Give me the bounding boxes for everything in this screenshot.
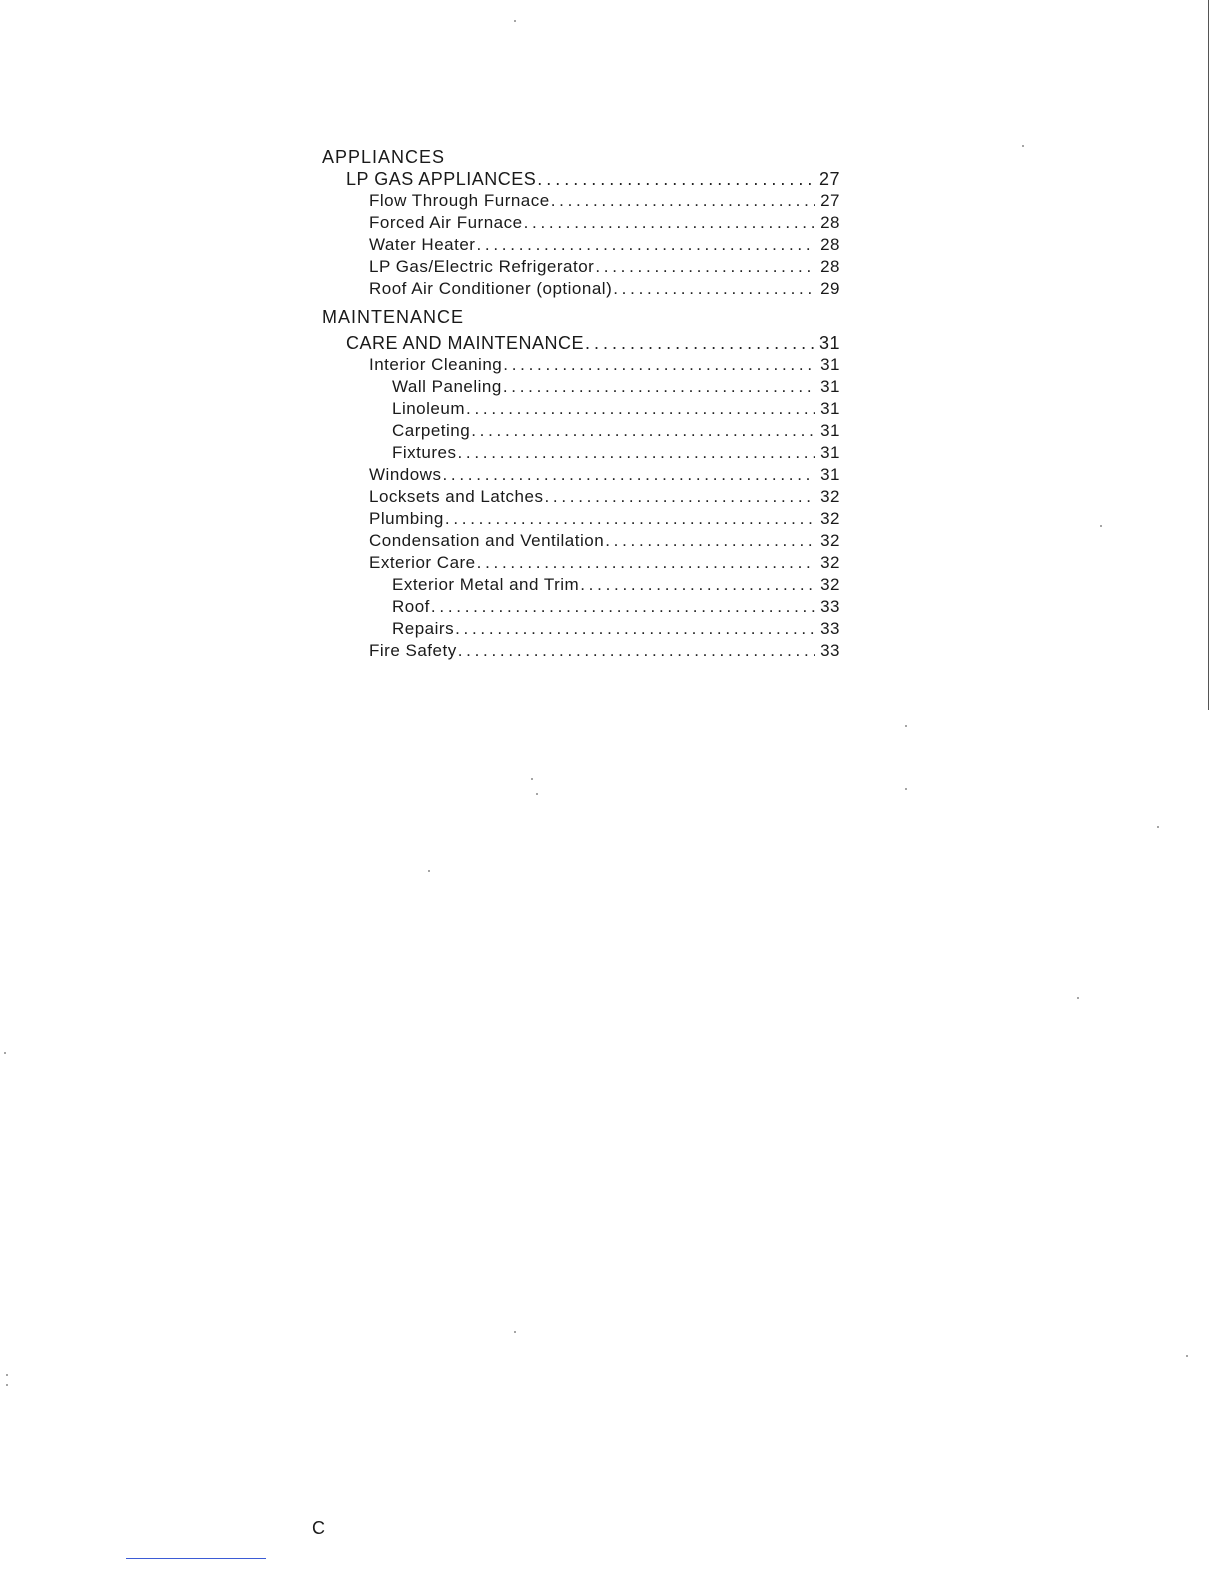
toc-entry (322, 278, 840, 300)
toc-entry-label: Carpeting (392, 421, 471, 440)
toc-entry-page: 28 (820, 235, 840, 254)
toc-entry-page: 33 (820, 641, 840, 660)
toc-entry (322, 530, 840, 552)
dot-leader (524, 212, 815, 234)
toc-entry-label: Interior Cleaning (369, 355, 503, 374)
toc-entry-label: Roof Air Conditioner (optional) (369, 279, 613, 298)
toc-entry (322, 640, 840, 662)
dot-leader (457, 442, 815, 464)
toc-entry-label: Fixtures (392, 443, 457, 462)
toc-entry-label: Roof (392, 597, 430, 616)
toc-entry-label: Wall Paneling (392, 377, 502, 396)
dot-leader (605, 530, 815, 552)
toc-entry-page: 29 (820, 279, 840, 298)
scan-speck (536, 793, 538, 795)
toc-entry-page: 31 (820, 465, 840, 484)
toc-entry-page: 28 (820, 213, 840, 232)
scan-speck (514, 1331, 516, 1333)
toc-entry-page: 33 (820, 597, 840, 616)
toc-entry-label: Flow Through Furnace (369, 191, 550, 210)
dot-leader (466, 398, 815, 420)
dot-leader (595, 256, 815, 278)
toc-entry (322, 574, 840, 596)
scan-speck (514, 20, 516, 22)
toc-entry (322, 420, 840, 442)
toc-entry-page: 31 (820, 355, 840, 374)
toc-entry-label: LP Gas/Electric Refrigerator (369, 257, 595, 276)
toc-entry-label: Repairs (392, 619, 455, 638)
dot-leader (585, 332, 815, 354)
toc-entry-label: Windows (369, 465, 442, 484)
scan-speck (1157, 826, 1159, 828)
page-letter: C (312, 1518, 325, 1538)
toc-entry (322, 168, 840, 190)
toc-entry-label: LP GAS APPLIANCES (346, 169, 537, 189)
toc-entry-label: Condensation and Ventilation (369, 531, 605, 550)
toc-entry-page: 28 (820, 257, 840, 276)
dot-leader (580, 574, 815, 596)
dot-leader (503, 354, 815, 376)
toc-entry-page: 32 (820, 509, 840, 528)
toc-entry-page: 32 (820, 575, 840, 594)
table-of-contents (322, 146, 840, 662)
toc-entry-label: Forced Air Furnace (369, 213, 523, 232)
section-heading-appliances: APPLIANCES (322, 147, 446, 167)
toc-entry (322, 332, 840, 354)
dot-leader (445, 508, 815, 530)
scan-speck (905, 725, 907, 727)
toc-entry-label: CARE AND MAINTENANCE (346, 333, 585, 353)
toc-entry-label: Linoleum (392, 399, 465, 418)
scan-speck (531, 778, 533, 780)
dot-leader (503, 376, 815, 398)
toc-entry-label: Water Heater (369, 235, 476, 254)
toc-entry-label: Fire Safety (369, 641, 457, 660)
toc-entry (322, 212, 840, 234)
toc-entry (322, 354, 840, 376)
dot-leader (551, 190, 815, 212)
dot-leader (471, 420, 815, 442)
dot-leader (458, 640, 815, 662)
toc-entry-page: 32 (820, 553, 840, 572)
toc-entry-label: Locksets and Latches (369, 487, 544, 506)
toc-entry-page: 31 (818, 333, 840, 353)
toc-entry (322, 486, 840, 508)
toc-entry-page: 33 (820, 619, 840, 638)
dot-leader (431, 596, 815, 618)
toc-entry (322, 596, 840, 618)
dot-leader (613, 278, 815, 300)
toc-entry (322, 552, 840, 574)
toc-entry-page: 27 (818, 169, 840, 189)
scan-speck (428, 870, 430, 872)
toc-entry-page: 32 (820, 531, 840, 550)
toc-entry-label: Exterior Care (369, 553, 476, 572)
toc-entry (322, 256, 840, 278)
page-edge-line (1208, 0, 1209, 710)
scan-speck (6, 1384, 8, 1386)
toc-entry (322, 508, 840, 530)
section-heading-maintenance: MAINTENANCE (322, 307, 465, 327)
scan-speck (1022, 145, 1024, 147)
toc-entry (322, 442, 840, 464)
toc-entry (322, 398, 840, 420)
toc-entry-label: Exterior Metal and Trim (392, 575, 580, 594)
toc-entry-page: 27 (820, 191, 840, 210)
toc-entry-page: 32 (820, 487, 840, 506)
scan-speck (1186, 1355, 1188, 1357)
toc-entry (322, 234, 840, 256)
dot-leader (476, 234, 815, 256)
scan-speck (905, 788, 907, 790)
dot-leader (537, 168, 815, 190)
toc-entry (322, 376, 840, 398)
footer-rule (126, 1558, 266, 1559)
toc-entry-page: 31 (820, 399, 840, 418)
toc-entry-page: 31 (820, 421, 840, 440)
toc-entry-page: 31 (820, 443, 840, 462)
dot-leader (442, 464, 815, 486)
toc-entry (322, 464, 840, 486)
toc-entry (322, 190, 840, 212)
scan-speck (1100, 525, 1102, 527)
scan-speck (1077, 997, 1079, 999)
dot-leader (544, 486, 815, 508)
toc-entry-label: Plumbing (369, 509, 444, 528)
toc-entry-page: 31 (820, 377, 840, 396)
dot-leader (455, 618, 815, 640)
scan-speck (4, 1052, 6, 1054)
dot-leader (477, 552, 815, 574)
scan-speck (6, 1374, 8, 1376)
toc-entry (322, 618, 840, 640)
